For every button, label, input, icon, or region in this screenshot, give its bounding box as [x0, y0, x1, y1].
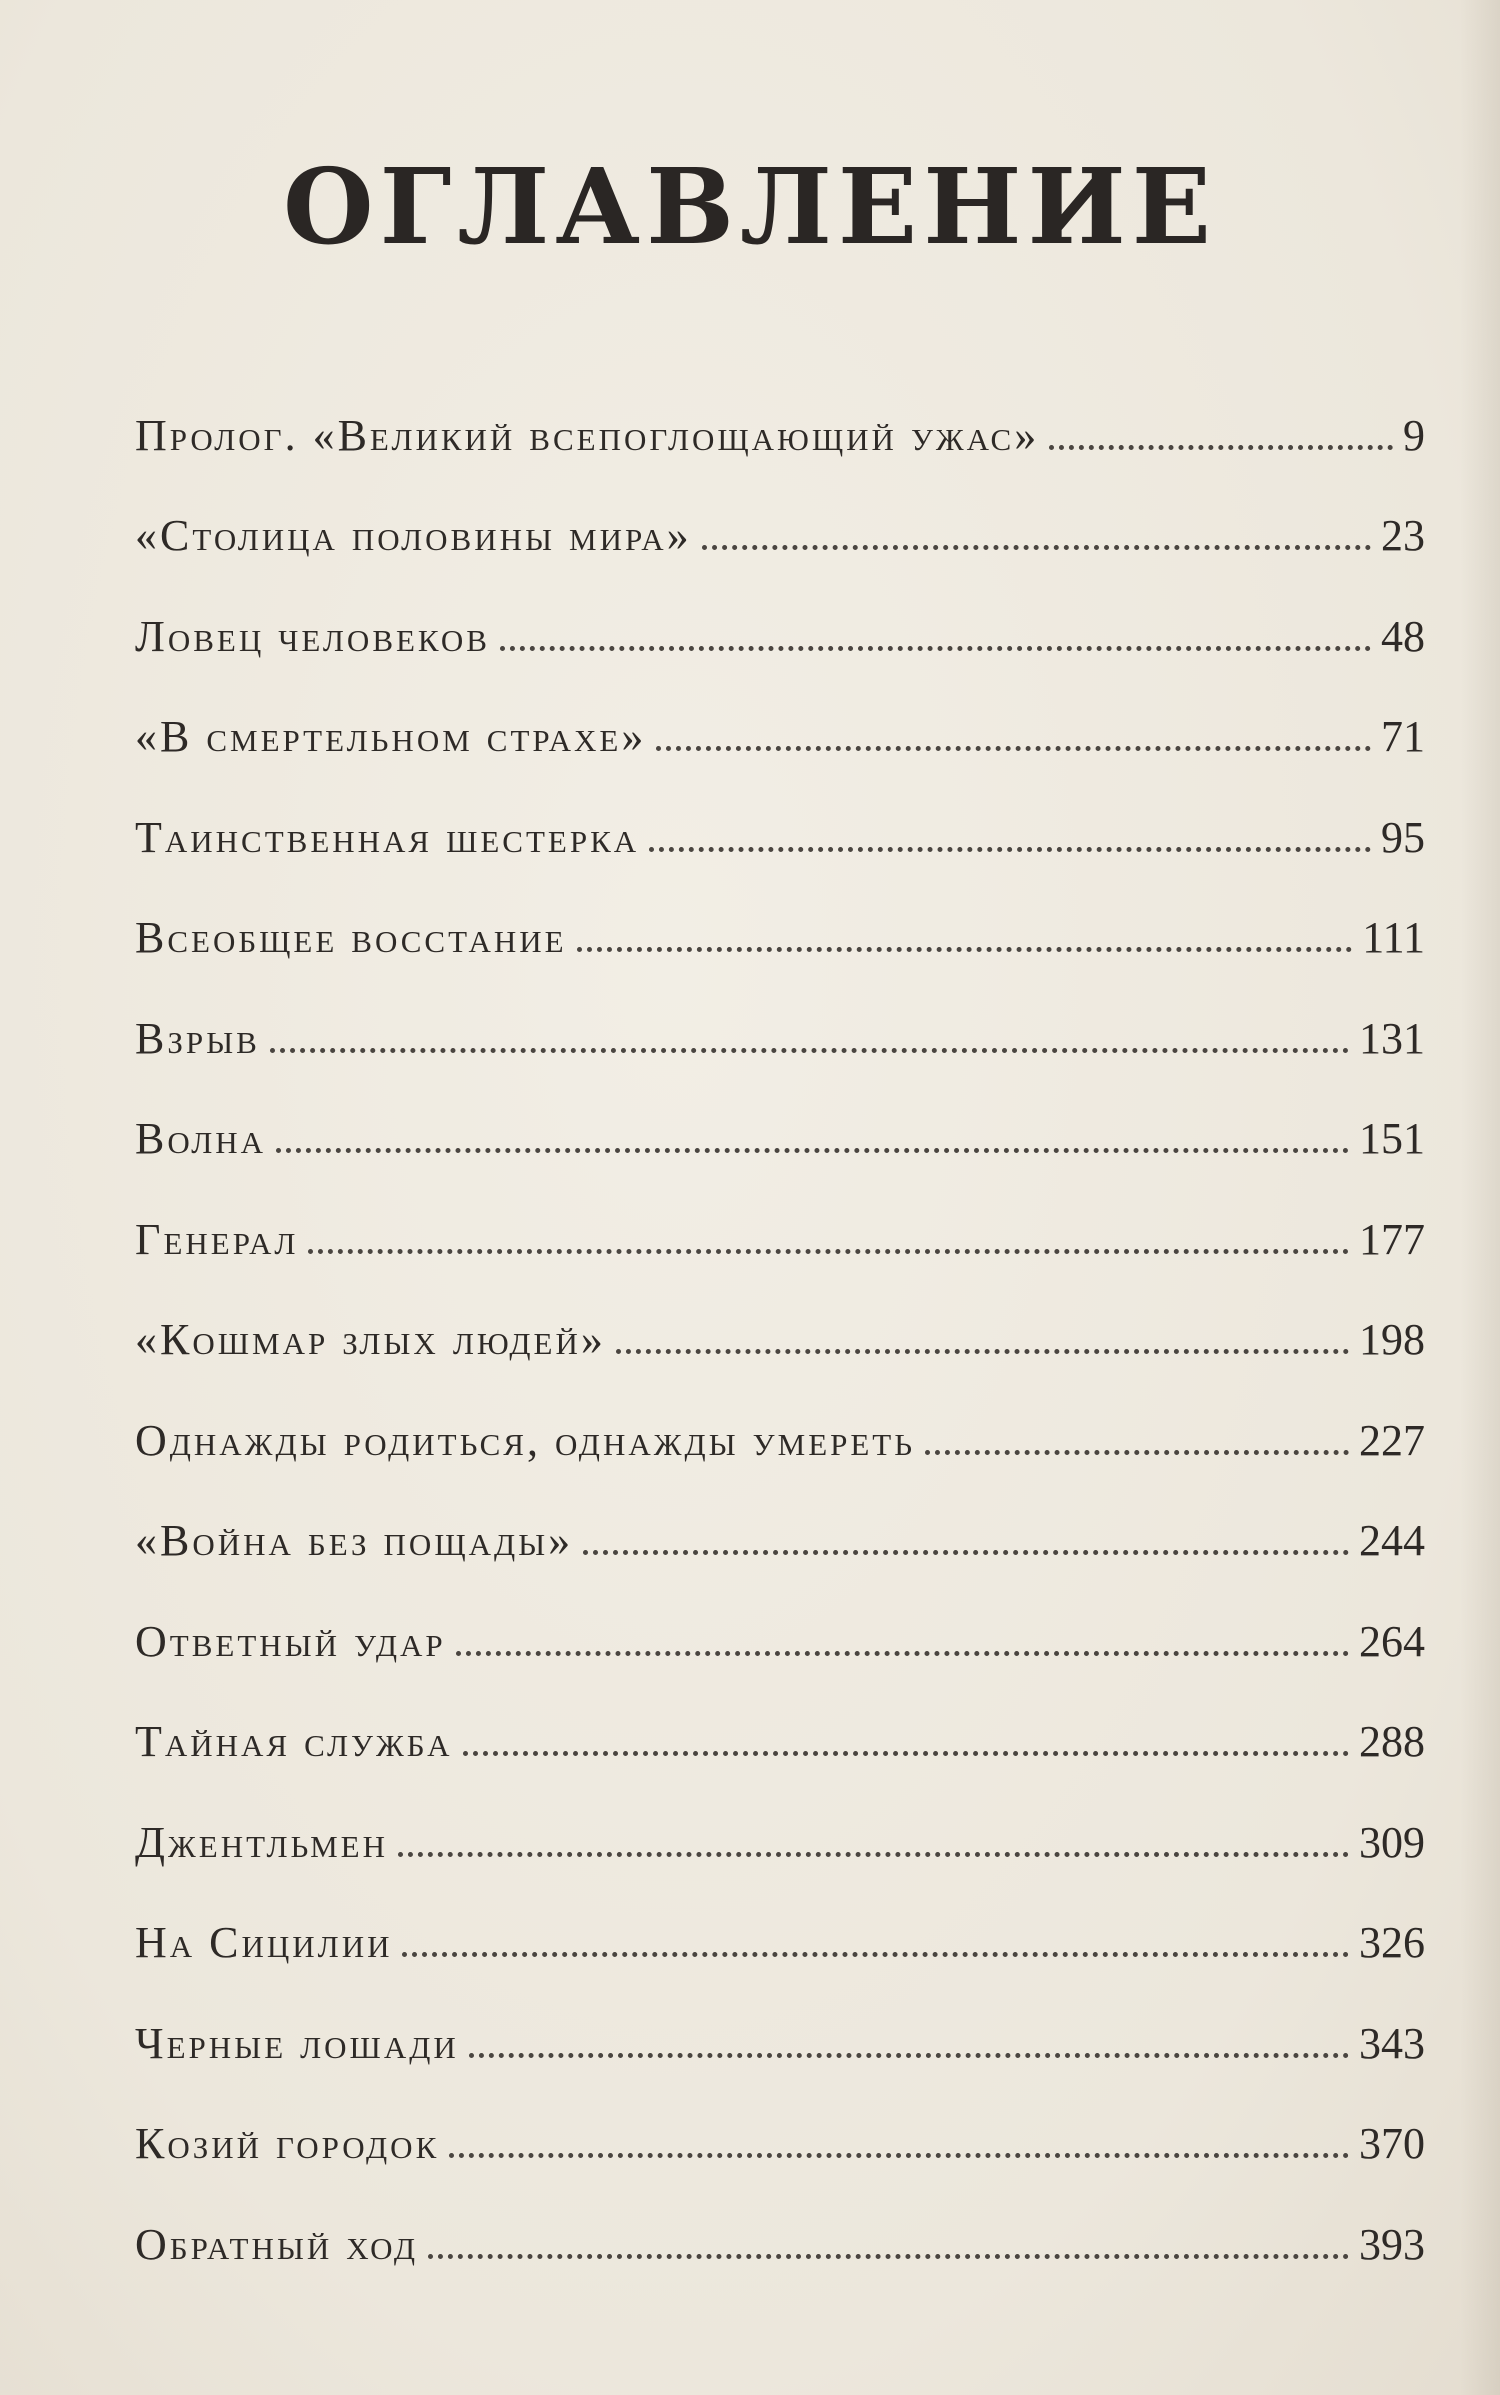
toc-entry-title: «Кошмар злых людей» [135, 1315, 606, 1365]
toc-entry-title: «В смертельном страхе» [135, 712, 647, 762]
toc-entry-page-number: 71 [1381, 712, 1425, 762]
toc-entry-page-number: 111 [1362, 913, 1425, 963]
toc-entry-page-number: 343 [1359, 2018, 1425, 2068]
toc-entry-page-number: 264 [1359, 1616, 1425, 1666]
toc-entry-page-number: 177 [1359, 1214, 1425, 1264]
toc-entry-page-number: 198 [1359, 1315, 1425, 1365]
toc-entry-title: Волна [135, 1114, 266, 1164]
toc-entry-title: Ответный удар [135, 1616, 446, 1666]
dot-leader [616, 1349, 1349, 1354]
dot-leader [656, 746, 1371, 751]
toc-entry [135, 2194, 1425, 2295]
dot-leader [925, 1450, 1349, 1455]
toc-entry-page-number: 288 [1359, 1717, 1425, 1767]
toc-entry-page-number: 370 [1359, 2119, 1425, 2169]
toc-entry-title: Таинственная шестерка [135, 812, 640, 862]
toc-entry-title: Взрыв [135, 1013, 260, 1063]
toc-entry [135, 888, 1425, 989]
toc-entry [135, 687, 1425, 788]
page-title: ОГЛАВЛЕНИЕ [283, 144, 1217, 268]
toc-entry [135, 385, 1425, 486]
dot-leader [463, 1751, 1349, 1756]
toc-entry-page-number: 131 [1359, 1013, 1425, 1063]
toc-entry-title: «Столица половины мира» [135, 511, 692, 561]
dot-leader [649, 847, 1371, 852]
toc-entry-title: Черные лошади [135, 2018, 459, 2068]
toc-entry-title: Генерал [135, 1214, 299, 1264]
toc-entry [135, 1089, 1425, 1190]
dot-leader [449, 2153, 1349, 2158]
table-of-contents [135, 385, 1425, 2295]
toc-entry-page-number: 393 [1359, 2219, 1425, 2269]
toc-entry-title: Всеобщее восстание [135, 913, 567, 963]
toc-entry [135, 1491, 1425, 1592]
toc-entry-page-number: 48 [1381, 611, 1425, 661]
toc-entry-page-number: 151 [1359, 1114, 1425, 1164]
dot-leader [1049, 445, 1393, 450]
toc-entry-title: Пролог. «Великий всепоглощающий ужас» [135, 410, 1040, 460]
toc-entry-title: Тайная служба [135, 1717, 453, 1767]
dot-leader [577, 947, 1353, 952]
toc-entry-title: Козий городок [135, 2119, 440, 2169]
toc-entry [135, 1993, 1425, 2094]
toc-entry [135, 1893, 1425, 1994]
toc-entry [135, 1189, 1425, 1290]
dot-leader [428, 2254, 1349, 2259]
toc-entry [135, 486, 1425, 587]
toc-entry-page-number: 95 [1381, 812, 1425, 862]
toc-entry-title: Ловец человеков [135, 611, 490, 661]
dot-leader [276, 1148, 1349, 1153]
toc-entry-title: «Война без пощады» [135, 1516, 574, 1566]
toc-entry [135, 2094, 1425, 2195]
toc-entry [135, 1390, 1425, 1491]
dot-leader [308, 1249, 1349, 1254]
dot-leader [500, 646, 1371, 651]
toc-entry [135, 988, 1425, 1089]
toc-entry [135, 1792, 1425, 1893]
dot-leader [402, 1952, 1349, 1957]
toc-entry [135, 1692, 1425, 1793]
page-edge-shadow [1460, 0, 1500, 2395]
toc-entry-page-number: 227 [1359, 1415, 1425, 1465]
toc-entry-title: Однажды родиться, однажды умереть [135, 1415, 916, 1465]
toc-entry-page-number: 309 [1359, 1817, 1425, 1867]
toc-entry-page-number: 9 [1403, 410, 1425, 460]
toc-entry [135, 1591, 1425, 1692]
toc-entry-title: На Сицилии [135, 1918, 393, 1968]
toc-entry [135, 787, 1425, 888]
toc-entry-title: Джентльмен [135, 1817, 388, 1867]
toc-entry-page-number: 326 [1359, 1918, 1425, 1968]
dot-leader [456, 1651, 1349, 1656]
dot-leader [398, 1852, 1349, 1857]
toc-entry-page-number: 244 [1359, 1516, 1425, 1566]
dot-leader [702, 545, 1371, 550]
dot-leader [270, 1048, 1349, 1053]
toc-entry-page-number: 23 [1381, 511, 1425, 561]
dot-leader [583, 1550, 1349, 1555]
dot-leader [469, 2053, 1349, 2058]
toc-entry [135, 1290, 1425, 1391]
toc-entry [135, 586, 1425, 687]
toc-entry-title: Обратный ход [135, 2219, 419, 2269]
